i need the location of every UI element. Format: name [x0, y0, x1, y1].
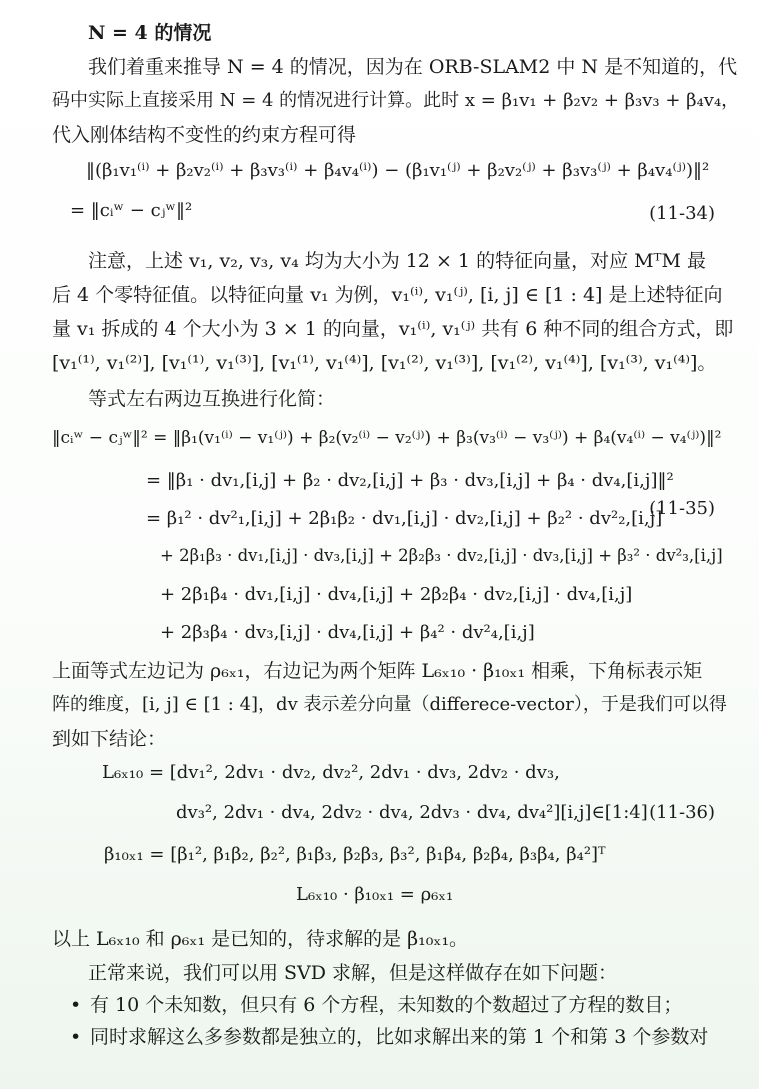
para4-line2: 阵的维度，[i, j] ∈ [1 : 4]，dv 表示差分向量（differece-vector），于是我们可以得	[52, 694, 727, 715]
para1-line3: 代入刚体结构不变性的约束方程可得	[52, 124, 357, 146]
equation-11-35-line3: = β₁² · dv²₁,[i,j] + 2β₁β₂ · dv₁,[i,j] · dv₂,[i,j] + β₂² · dv²₂,[i,j]	[146, 508, 663, 529]
bullet-item-2: 同时求解这么多参数都是独立的，比如求解出来的第 1 个和第 3 个参数对	[90, 1026, 709, 1048]
equation-11-35-line2: = ‖β₁ · dv₁,[i,j] + β₂ · dv₂,[i,j] + β₃ · dv₃,[i,j] + β₄ · dv₄,[i,j]‖²	[146, 470, 674, 491]
para2-line3: 量 v₁ 拆成的 4 个大小为 3 × 1 的向量，v₁⁽ⁱ⁾, v₁⁽ʲ⁾ 共有 6 种不同的组合方式，即	[52, 318, 734, 340]
equation-number-11-34: (11-34)	[649, 203, 715, 224]
para5: 以上 L₆ₓ₁₀ 和 ρ₆ₓ₁ 是已知的，待求解的是 β₁₀ₓ₁。	[52, 928, 469, 950]
equation-11-36-line4: L₆ₓ₁₀ · β₁₀ₓ₁ = ρ₆ₓ₁	[296, 884, 454, 905]
equation-11-34-line2: = ‖cᵢʷ − cⱼʷ‖²	[70, 200, 193, 221]
para1-line1: 我们着重来推导 N = 4 的情况，因为在 ORB-SLAM2 中 N 是不知道的，代	[88, 56, 738, 78]
equation-11-35-line1: ‖cᵢʷ − cⱼʷ‖² = ‖β₁(v₁⁽ⁱ⁾ − v₁⁽ʲ⁾) + β₂(v₂⁽ⁱ⁾ − v₂⁽ʲ⁾) + β₃(v₃⁽ⁱ⁾ − v₃⁽ʲ⁾) + β₄(v₄⁽ⁱ⁾ − v₄⁽ʲ⁾)‖²	[52, 428, 722, 448]
equation-11-36-line1: L₆ₓ₁₀ = [dv₁², 2dv₁ · dv₂, dv₂², 2dv₁ · dv₃, 2dv₂ · dv₃,	[102, 762, 560, 783]
equation-11-34-line1: ‖(β₁v₁⁽ⁱ⁾ + β₂v₂⁽ⁱ⁾ + β₃v₃⁽ⁱ⁾ + β₄v₄⁽ⁱ⁾) − (β₁v₁⁽ʲ⁾ + β₂v₂⁽ʲ⁾ + β₃v₃⁽ʲ⁾ + β₄v₄⁽ʲ⁾)‖²	[86, 160, 710, 181]
para4-line1: 上面等式左边记为 ρ₆ₓ₁，右边记为两个矩阵 L₆ₓ₁₀ · β₁₀ₓ₁ 相乘，下角标表示矩	[52, 660, 703, 682]
equation-number-11-36: (11-36)	[649, 802, 715, 823]
para3: 等式左右两边互换进行化简：	[88, 388, 336, 410]
bullet-dot-1: •	[70, 994, 82, 1016]
equation-11-35-line5: + 2β₁β₄ · dv₁,[i,j] · dv₄,[i,j] + 2β₂β₄ · dv₂,[i,j] · dv₄,[i,j]	[160, 584, 633, 605]
section-heading: N = 4 的情况	[88, 22, 212, 44]
equation-11-36-line2: dv₃², 2dv₁ · dv₄, 2dv₂ · dv₄, 2dv₃ · dv₄, dv₄²][i,j]∈[1:4]	[176, 802, 648, 823]
para4-line3: 到如下结论：	[52, 728, 167, 750]
bullet-dot-2: •	[70, 1026, 82, 1048]
para2-line2: 后 4 个零特征值。以特征向量 v₁ 为例，v₁⁽ⁱ⁾, v₁⁽ʲ⁾, [i, j] ∈ [1 : 4] 是上述特征向	[52, 284, 723, 306]
para1-line2: 码中实际上直接采用 N = 4 的情况进行计算。此时 x = β₁v₁ + β₂v₂ + β₃v₃ + β₄v₄，	[52, 90, 740, 111]
bullet-item-1: 有 10 个未知数，但只有 6 个方程，未知数的个数超过了方程的数目；	[90, 994, 683, 1016]
equation-number-11-35: (11-35)	[649, 498, 715, 519]
equation-11-35-line6: + 2β₃β₄ · dv₃,[i,j] · dv₄,[i,j] + β₄² · dv²₄,[i,j]	[160, 622, 535, 643]
equation-11-36-line3: β₁₀ₓ₁ = [β₁², β₁β₂, β₂², β₁β₃, β₂β₃, β₃², β₁β₄, β₂β₄, β₃β₄, β₄²]ᵀ	[104, 844, 606, 865]
equation-11-35-line4: + 2β₁β₃ · dv₁,[i,j] · dv₃,[i,j] + 2β₂β₃ · dv₂,[i,j] · dv₃,[i,j] + β₃² · dv²₃,[i,j]	[160, 546, 723, 565]
para2-line4: [v₁⁽¹⁾, v₁⁽²⁾], [v₁⁽¹⁾, v₁⁽³⁾], [v₁⁽¹⁾, v₁⁽⁴⁾], [v₁⁽²⁾, v₁⁽³⁾], [v₁⁽²⁾, v₁⁽⁴⁾], [v₁⁽³⁾, v₁⁽⁴⁾]。	[52, 352, 717, 374]
para2-line1: 注意，上述 v₁, v₂, v₃, v₄ 均为大小为 12 × 1 的特征向量，对应 MᵀM 最	[88, 250, 707, 272]
para6: 正常来说，我们可以用 SVD 求解，但是这样做存在如下问题：	[88, 962, 618, 984]
